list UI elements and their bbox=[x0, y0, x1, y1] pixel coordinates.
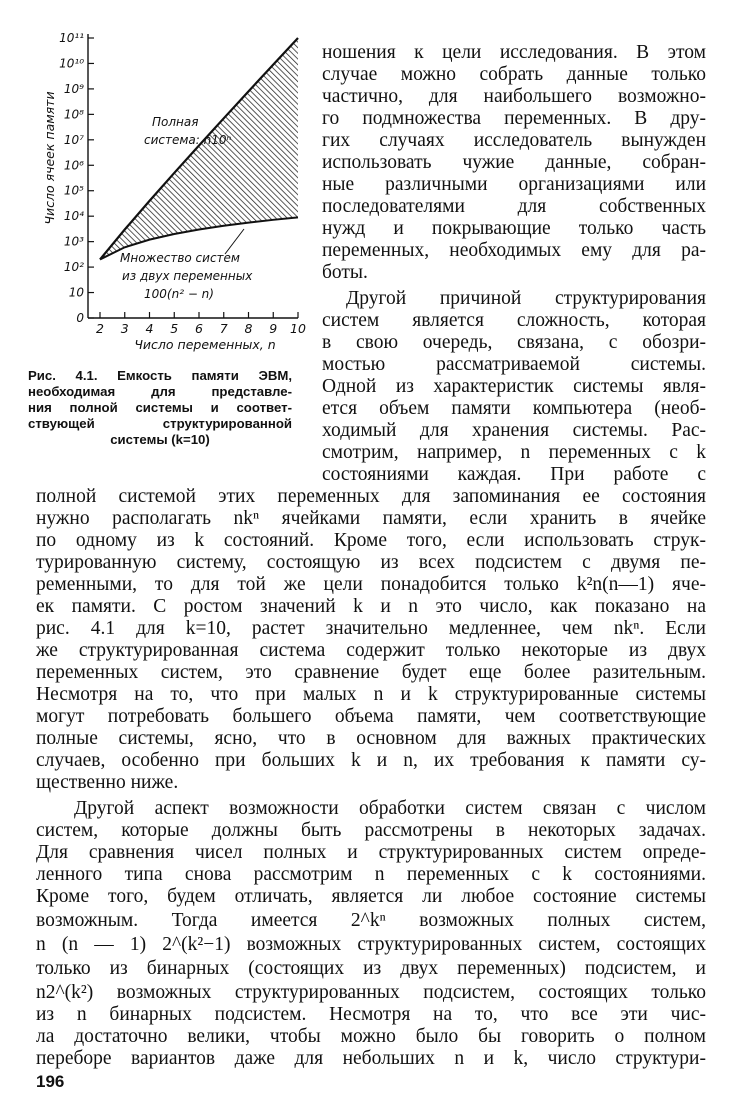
text-line: смотрим, например, n переменных с k bbox=[322, 442, 706, 463]
text-line: из n бинарных подсистем. Несмотря на то, что все эти чис- bbox=[36, 1004, 706, 1025]
x-tick-label: 8 bbox=[244, 321, 253, 336]
text-line: гих случаях исследователь вынужден bbox=[322, 130, 706, 151]
x-tick-label: 3 bbox=[120, 321, 129, 336]
chart-annotation: Множество систем bbox=[120, 251, 240, 265]
chart-annotation: система: n10ⁿ bbox=[144, 133, 232, 147]
y-axis-label: Число ячеек памяти bbox=[42, 91, 57, 225]
y-tick-label: 10¹¹ bbox=[59, 31, 84, 45]
figure-caption-line: ствующей структурированной bbox=[28, 416, 292, 431]
text-line: Кроме того, будем отличать, является ли любое состояние системы bbox=[36, 886, 706, 907]
y-tick-label: 0 bbox=[76, 311, 84, 325]
text-line: переборе вариантов даже для небольших n и k, число структури- bbox=[36, 1048, 706, 1069]
x-tick-label: 9 bbox=[269, 321, 278, 336]
text-line: ленного типа снова рассмотрим n переменных с k состояниями. bbox=[36, 864, 706, 885]
y-tick-label: 10¹⁰ bbox=[59, 56, 84, 71]
y-tick-label: 10⁷ bbox=[63, 132, 84, 147]
text-line: полной системой этих переменных для запоминания ее состояния bbox=[36, 486, 706, 507]
text-line: в свою очередь, связана, с обозри- bbox=[322, 332, 706, 353]
text-line: случаев, особенно при больших k и n, их требования к памяти су- bbox=[36, 750, 706, 771]
text-line: рис. 4.1 для k=10, растет значительно медленнее, чем nkⁿ. Если bbox=[36, 618, 706, 639]
text-line: ременными, то для той же цели понадобится только k²n(n—1) яче- bbox=[36, 574, 706, 595]
text-line: полные системы, ясно, что в основном для важных практических bbox=[36, 728, 706, 749]
y-tick-label: 10⁹ bbox=[63, 81, 84, 96]
text-line: случае можно собрать данные только bbox=[322, 64, 706, 85]
text-line: частично, для наибольшего возможно- bbox=[322, 86, 706, 107]
chart-annotation: 100(n² − n) bbox=[144, 287, 214, 301]
x-tick-label: 10 bbox=[290, 321, 306, 336]
text-line: Другой аспект возможности обработки систем связан с числом bbox=[74, 798, 706, 819]
x-tick-label: 6 bbox=[195, 321, 203, 336]
text-line: возможным. Тогда имеется 2^kⁿ возможных полных систем, bbox=[36, 910, 706, 931]
text-line: n2^(k²) возможных структурированных подсистем, состоящих только bbox=[36, 982, 706, 1003]
text-line: использовать чужие данные, собран- bbox=[322, 152, 706, 173]
x-tick-label: 5 bbox=[170, 321, 179, 336]
text-line: ные различными организациями или bbox=[322, 174, 706, 195]
chart-annotation: из двух переменных bbox=[122, 269, 253, 283]
x-tick-label: 4 bbox=[145, 321, 154, 336]
text-line: Для сравнения чисел полных и структурированных систем опреде- bbox=[36, 842, 706, 863]
text-line: n (n — 1) 2^(k²−1) возможных структурированных систем, состоящих bbox=[36, 934, 706, 955]
text-line: ется объем памяти компьютера (необ- bbox=[322, 398, 706, 419]
x-tick-label: 7 bbox=[219, 321, 228, 336]
text-line: систем, которые должны быть рассмотрены в некоторых задачах. bbox=[36, 820, 706, 841]
figure-caption-line: ния полной системы и соответ- bbox=[28, 400, 292, 415]
figure-caption-line: необходимая для представле- bbox=[28, 384, 292, 399]
text-line: ла достаточно велики, чтобы можно было бы говорить о полном bbox=[36, 1026, 706, 1047]
text-line: Несмотря на то, что при малых n и k структурированные системы bbox=[36, 684, 706, 705]
x-tick-label: 2 bbox=[96, 321, 104, 336]
y-tick-label: 10² bbox=[63, 260, 84, 275]
y-tick-label: 10⁸ bbox=[63, 107, 84, 122]
x-axis-label: Число переменных, n bbox=[134, 337, 276, 352]
text-line: Другой причиной структурирования bbox=[346, 288, 706, 309]
text-line: переменных систем, это сравнение будет еще более разительным. bbox=[36, 662, 706, 683]
text-line: могут потребовать большего объема памяти, чем соответствующие bbox=[36, 706, 706, 727]
text-line: турированную систему, состоящую из всех подсистем с двумя пе- bbox=[36, 552, 706, 573]
text-line: по одному из k состояний. Кроме того, если использовать струк- bbox=[36, 530, 706, 551]
figure-caption-line: системы (k=10) bbox=[110, 432, 210, 447]
y-tick-label: 10⁶ bbox=[63, 158, 84, 173]
text-line: Одной из характеристик системы явля- bbox=[322, 376, 706, 397]
text-line: мостью рассматриваемой системы. bbox=[322, 354, 706, 375]
text-line: боты. bbox=[322, 262, 368, 283]
text-line: щественно ниже. bbox=[36, 772, 179, 793]
text-line: го подмножества переменных. В дру- bbox=[322, 108, 706, 129]
text-line: ходимый для хранения системы. Рас- bbox=[322, 420, 706, 441]
text-line: нужд и покрывающие только часть bbox=[322, 218, 706, 239]
text-line: последователями для собственных bbox=[322, 196, 706, 217]
y-tick-label: 10⁴ bbox=[63, 209, 84, 224]
text-line: нужно располагать nkⁿ ячейками памяти, если хранить в ячейке bbox=[36, 508, 706, 529]
y-tick-label: 10 bbox=[68, 285, 84, 300]
text-line: ек памяти. С ростом значений k и n это число, как показано на bbox=[36, 596, 706, 617]
chart-annotation: Полная bbox=[152, 115, 199, 129]
text-line: систем является сложность, которая bbox=[322, 310, 706, 331]
text-line: состояниями каждая. При работе с bbox=[322, 464, 706, 485]
text-line: переменных, необходимых ему для ра- bbox=[322, 240, 706, 261]
page-number: 196 bbox=[36, 1072, 65, 1091]
text-line: только из бинарных (состоящих из двух переменных) подсистем, и bbox=[36, 958, 706, 979]
text-line: же структурированная система содержит только некоторые из двух bbox=[36, 640, 706, 661]
text-line: ношения к цели исследования. В этом bbox=[322, 42, 706, 63]
y-tick-label: 10⁵ bbox=[63, 183, 84, 198]
memory-capacity-chart bbox=[40, 28, 310, 356]
figure-caption-line: Рис. 4.1. Емкость памяти ЭВМ, bbox=[28, 368, 292, 383]
y-tick-label: 10³ bbox=[63, 234, 84, 249]
